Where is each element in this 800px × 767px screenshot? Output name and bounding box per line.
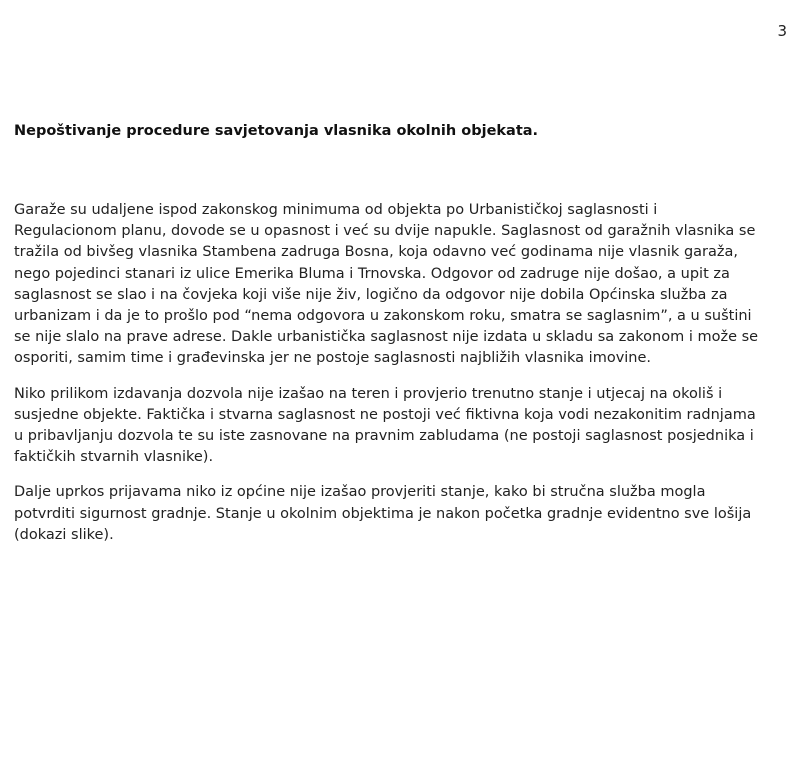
text-line: faktičkih stvarnih vlasnike). xyxy=(14,449,214,466)
text-line: tražila od bivšeg vlasnika Stambena zadruga Bosna, koja odavno već godinama nije vlasnik garaža, xyxy=(14,244,738,261)
text-line: osporiti, samim time i građevinska jer ne postoje saglasnosti najbližih vlasnika imovine. xyxy=(14,350,652,367)
paragraph-2 xyxy=(14,384,784,469)
paragraph-3 xyxy=(14,482,784,546)
text-line: potvrditi sigurnost gradnje. Stanje u okolnim objektima je nakon početka gradnje evidentno sve lošija xyxy=(14,505,752,522)
body-text xyxy=(14,200,784,560)
text-line: (dokazi slike). xyxy=(14,526,114,543)
text-line: se nije slalo na prave adrese. Dakle urbanistička saglasnost nije izdata u skladu sa zakonom i može se xyxy=(14,329,759,346)
page-number: 3 xyxy=(777,22,787,40)
text-line: saglasnost se slao i na čovjeka koji više nije živ, logično da odgovor nije dobila Općinska služba za xyxy=(14,286,728,303)
text-line: urbanizam i da je to prošlo pod “nema odgovora u zakonskom roku, smatra se saglasnim”, a u suštini xyxy=(14,308,752,325)
text-line: Dalje uprkos prijavama niko iz općine nije izašao provjeriti stanje, kako bi stručna služba mogla xyxy=(14,484,706,501)
text-line: Garaže su udaljene ispod zakonskog minimuma od objekta po Urbanističkoj saglasnosti i xyxy=(14,202,658,218)
section-heading: Nepoštivanje procedure savjetovanja vlasnika okolnih objekata. xyxy=(14,123,539,139)
paragraph-1 xyxy=(14,200,784,370)
text-line: Niko prilikom izdavanja dozvola nije izašao na teren i provjerio trenutno stanje i utjecaj na okoliš i xyxy=(14,385,723,402)
text-line: Regulacionom planu, dovode se u opasnost i već su dvije napukle. Saglasnost od garažnih vlasnika se xyxy=(14,223,756,240)
text-line: u pribavljanju dozvola te su iste zasnovane na pravnim zabludama (ne postoji saglasnost posjednika i xyxy=(14,428,754,445)
text-line: nego pojedinci stanari iz ulice Emerika Bluma i Trnovska. Odgovor od zadruge nije došao, a upit za xyxy=(14,265,730,282)
text-line: susjedne objekte. Faktička i stvarna saglasnost ne postoji već fiktivna koja vodi nezakonitim radnjama xyxy=(14,406,756,423)
